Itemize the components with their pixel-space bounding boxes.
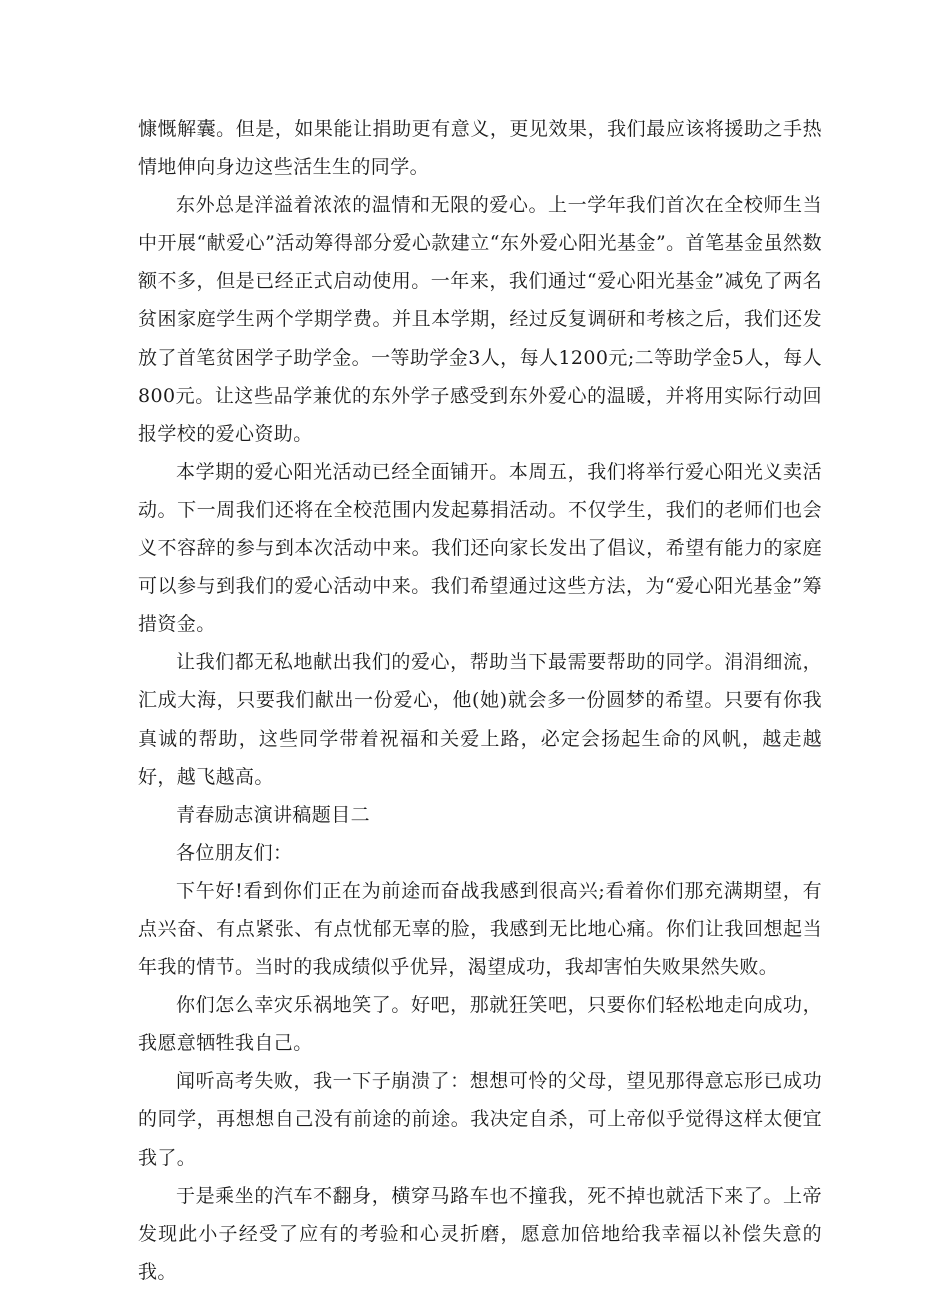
paragraph-4: 让我们都无私地献出我们的爱心，帮助当下最需要帮助的同学。涓涓细流，汇成大海，只要我们献出一份爱心，他(她)就会多一份圆梦的希望。只要有你我真诚的帮助，这些同学带着祝福和关爱上路，必定会扬起生命的风帆，越走越好，越飞越高。 [138, 651, 822, 788]
paragraph-8: 你们怎么幸灾乐祸地笑了。好吧，那就狂笑吧，只要你们轻松地走向成功，我愿意牺牲我自己。 [138, 994, 822, 1055]
paragraph-1: 慷慨解囊。但是，如果能让捐助更有意义，更见效果，我们最应该将援助之手热情地伸向身边这些活生生的同学。 [138, 118, 822, 179]
section-title: 青春励志演讲稿题目二 [176, 803, 371, 826]
paragraph-7: 下午好!看到你们正在为前途而奋战我感到很高兴;看着你们那充满期望，有点兴奋、有点紧张、有点忧郁无辜的脸，我感到无比地心痛。你们让我回想起当年我的情节。当时的我成绩似乎优异，渴望成功，我却害怕失败果然失败。 [138, 879, 822, 979]
paragraph-10: 于是乘坐的汽车不翻身，横穿马路车也不撞我，死不掉也就活下来了。上帝发现此小子经受了应有的考验和心灵折磨，愿意加倍地给我幸福以补偿失意的我。 [138, 1184, 822, 1283]
paragraph-3: 本学期的爱心阳光活动已经全面铺开。本周五，我们将举行爱心阳光义卖活动。下一周我们还将在全校范围内发起募捐活动。不仅学生，我们的老师们也会义不容辞的参与到本次活动中来。我们还向家长发出了倡议，希望有能力的家庭可以参与到我们的爱心活动中来。我们希望通过这些方法，为“爱心阳光基金”筹措资金。 [138, 460, 822, 636]
paragraph-9: 闻听高考失败，我一下子崩溃了：想想可怜的父母，望见那得意忘形已成功的同学，再想想自己没有前途的前途。我决定自杀，可上帝似乎觉得这样太便宜我了。 [138, 1070, 822, 1169]
paragraph-2: 东外总是洋溢着浓浓的温情和无限的爱心。上一学年我们首次在全校师生当中开展“献爱心”活动筹得部分爱心款建立“东外爱心阳光基金”。首笔基金虽然数额不多，但是已经正式启动使用。一年来，我们通过“爱心阳光基金”减免了两名贫困家庭学生两个学期学费。并且本学期，经过反复调研和考核之后，我们还发放了首笔贫困学子助学金。一等助学金3人，每人1200元;二等助学金5人，每人800元。让这些品学兼优的东外学子感受到东外爱心的温暖，并将用实际行动回报学校的爱心资助。 [138, 194, 822, 445]
document-body [138, 110, 822, 1291]
salutation: 各位朋友们： [176, 841, 293, 864]
